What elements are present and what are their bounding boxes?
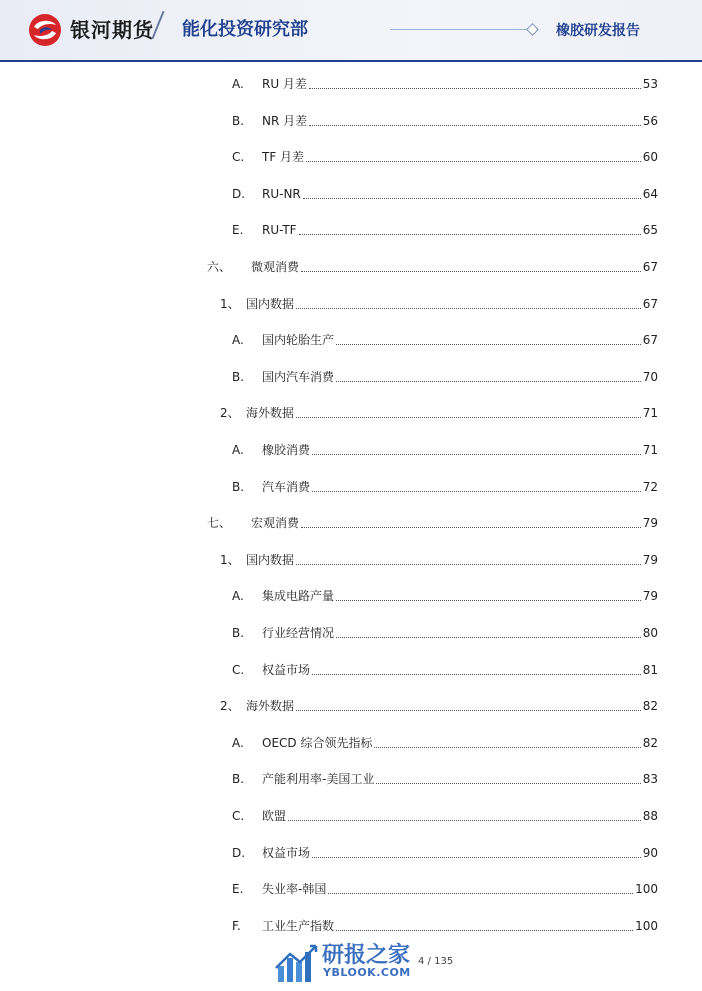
toc-entry-marker: 1、: [220, 552, 240, 567]
toc-entry-page: 88: [642, 809, 658, 823]
toc-entry-marker: 2、: [220, 406, 240, 421]
toc-entry-label: 微观消费: [251, 260, 300, 274]
toc-entry[interactable]: [232, 624, 658, 642]
toc-leader-dots: [312, 674, 641, 675]
toc-entry-page: 83: [642, 772, 658, 787]
toc-leader-dots: [299, 234, 641, 235]
toc-entry-marker: B.: [232, 626, 245, 640]
toc-entry-label: 工业生产指数: [262, 918, 335, 933]
toc-entry-label: RU-NR: [262, 186, 301, 201]
toc-leader-dots: [336, 381, 641, 382]
toc-entry[interactable]: [232, 807, 658, 825]
toc-entry-page: 71: [642, 406, 658, 421]
toc-entry[interactable]: [232, 734, 658, 752]
toc-entry-marker: D.: [232, 845, 246, 860]
toc-entry-page: 82: [642, 699, 658, 714]
toc-entry-marker: C.: [232, 150, 245, 165]
watermark-subtext: YBLOOK.COM: [323, 966, 411, 979]
toc-entry-marker: E.: [232, 223, 244, 238]
toc-entry-label: 国内轮胎生产: [262, 333, 335, 348]
toc-entry-marker: 七、: [207, 516, 232, 531]
toc-entry-label: OECD 综合领先指标: [262, 735, 373, 750]
toc-entry-page: 100: [635, 918, 658, 933]
toc-entry-marker: B.: [232, 479, 245, 494]
toc-leader-dots: [336, 600, 641, 601]
toc-leader-dots: [301, 527, 641, 528]
toc-entry[interactable]: [207, 514, 658, 532]
toc-entry-page: 79: [642, 589, 658, 604]
toc-entry[interactable]: [232, 441, 658, 459]
toc-entry-marker: B.: [232, 772, 245, 787]
toc-leader-dots: [301, 271, 641, 272]
toc-entry-label: 海外数据: [246, 406, 295, 421]
toc-entry[interactable]: [232, 661, 658, 679]
toc-leader-dots: [296, 710, 641, 711]
toc-leader-dots: [336, 344, 641, 345]
report-title: 橡胶研发报告: [556, 23, 640, 39]
toc-entry-marker: 六、: [207, 260, 232, 274]
header-rule: [390, 29, 530, 30]
toc-entry[interactable]: [232, 917, 658, 935]
toc-entry[interactable]: [220, 697, 658, 715]
toc-leader-dots: [328, 893, 633, 894]
toc-leader-dots: [306, 161, 641, 162]
toc-entry-label: 行业经营情况: [262, 626, 335, 640]
toc-entry-label: 国内数据: [246, 296, 295, 311]
toc-entry[interactable]: [232, 587, 658, 605]
toc-leader-dots: [309, 88, 641, 89]
toc-entry-marker: 1、: [220, 296, 240, 311]
toc-entry[interactable]: [232, 880, 658, 898]
toc-entry-page: 71: [642, 443, 658, 457]
toc-leader-dots: [312, 454, 641, 455]
toc-entry-page: 67: [642, 260, 658, 274]
toc-entry-marker: 2、: [220, 699, 240, 714]
toc-leader-dots: [309, 125, 641, 126]
department-name: 能化投资研究部: [182, 19, 308, 40]
toc-entry-label: 产能利用率-美国工业: [262, 772, 375, 787]
toc-entry[interactable]: [232, 75, 658, 93]
toc-entry-marker: B.: [232, 113, 245, 128]
toc-leader-dots: [312, 857, 641, 858]
toc-leader-dots: [376, 783, 640, 784]
toc-entry-marker: C.: [232, 662, 245, 677]
toc-entry-page: 90: [642, 845, 658, 860]
toc-entry-marker: A.: [232, 589, 244, 604]
toc-entry-page: 80: [642, 626, 658, 640]
toc-entry-page: 53: [642, 77, 658, 91]
toc-entry[interactable]: [232, 148, 658, 166]
watermark-text: 研报之家: [322, 943, 411, 968]
toc-entry-marker: F.: [232, 918, 241, 933]
toc-entry[interactable]: [232, 770, 658, 788]
toc-entry-marker: A.: [232, 333, 244, 348]
toc-entry[interactable]: [232, 368, 658, 386]
toc-entry[interactable]: [232, 221, 658, 239]
toc-entry-label: 宏观消费: [251, 516, 300, 531]
toc-entry-label: 权益市场: [262, 662, 311, 677]
galaxy-futures-logo-icon: [28, 13, 62, 47]
toc-leader-dots: [303, 198, 641, 199]
toc-entry[interactable]: [220, 551, 658, 569]
toc-entry-marker: B.: [232, 369, 245, 384]
toc-entry-page: 56: [642, 113, 658, 128]
toc-entry-page: 79: [642, 552, 658, 567]
toc-entry-label: 橡胶消费: [262, 443, 311, 457]
toc-entry-marker: A.: [232, 735, 244, 750]
toc-leader-dots: [288, 820, 641, 821]
toc-entry-marker: C.: [232, 809, 245, 823]
toc-leader-dots: [296, 308, 641, 309]
toc-entry-marker: E.: [232, 882, 244, 897]
toc-entry[interactable]: [232, 112, 658, 130]
brand-name: 银河期货: [70, 18, 154, 42]
toc-entry-page: 82: [642, 735, 658, 750]
toc-leader-dots: [336, 637, 641, 638]
toc-leader-dots: [336, 930, 633, 931]
toc-entry-label: RU-TF: [262, 223, 297, 238]
toc-entry-page: 65: [642, 223, 658, 238]
toc-entry-label: NR 月差: [262, 113, 308, 128]
toc-entry-marker: D.: [232, 186, 246, 201]
toc-entry[interactable]: [232, 331, 658, 349]
toc-entry-label: 权益市场: [262, 845, 311, 860]
toc-leader-dots: [374, 747, 640, 748]
diamond-icon: [526, 23, 539, 36]
toc-entry-page: 72: [642, 479, 658, 494]
toc-entry-label: 欧盟: [262, 809, 287, 823]
toc-entry-label: 海外数据: [246, 699, 295, 714]
toc-entry[interactable]: [232, 478, 658, 496]
toc-entry[interactable]: [232, 844, 658, 862]
toc-entry[interactable]: [207, 258, 658, 276]
toc-entry-label: 集成电路产量: [262, 589, 335, 604]
toc-entry[interactable]: [220, 295, 658, 313]
toc-entry-page: 67: [642, 333, 658, 348]
toc-entry-page: 64: [642, 186, 658, 201]
toc-entry-page: 67: [642, 296, 658, 311]
toc-entry[interactable]: [220, 404, 658, 422]
toc-entry-label: 国内数据: [246, 552, 295, 567]
toc-entry-page: 70: [642, 369, 658, 384]
toc-leader-dots: [312, 491, 641, 492]
toc-entry-label: 国内汽车消费: [262, 369, 335, 384]
toc-entry-label: 失业率-韩国: [262, 882, 327, 897]
page-header: [0, 0, 702, 62]
toc-entry[interactable]: [232, 185, 658, 203]
toc-entry-page: 100: [635, 882, 658, 897]
toc-leader-dots: [296, 564, 641, 565]
toc-entry-page: 60: [642, 150, 658, 165]
toc-entry-label: 汽车消费: [262, 479, 311, 494]
toc-entry-page: 81: [642, 662, 658, 677]
toc-entry-marker: A.: [232, 443, 244, 457]
toc-leader-dots: [296, 417, 641, 418]
toc-entry-marker: A.: [232, 77, 244, 91]
page-number: 4 / 135: [418, 956, 454, 967]
toc-entry-label: TF 月差: [262, 150, 305, 165]
toc-entry-page: 79: [642, 516, 658, 531]
toc-entry-label: RU 月差: [262, 77, 307, 91]
